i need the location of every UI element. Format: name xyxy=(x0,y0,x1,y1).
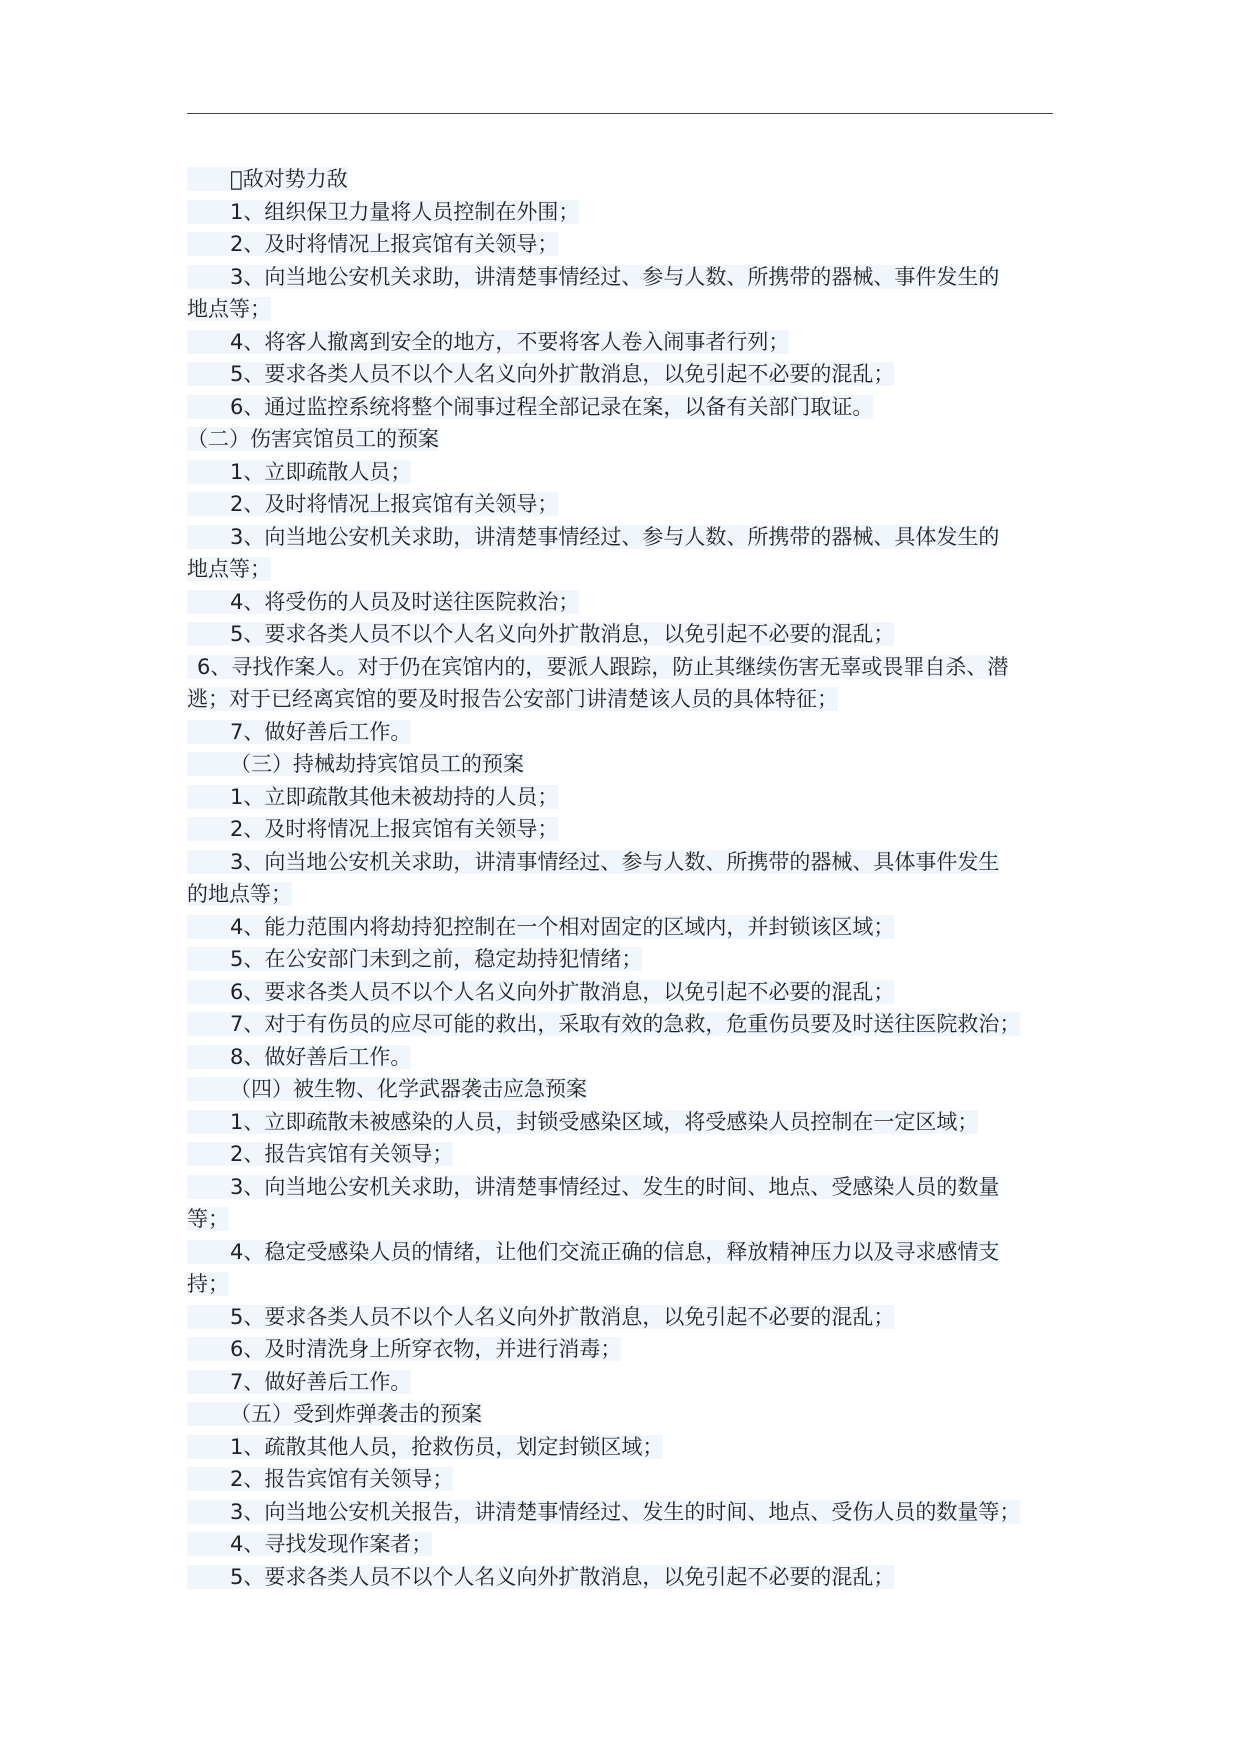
document-line xyxy=(187,716,1053,749)
document-line-text: 2、及时将情况上报宾馆有关领导； xyxy=(187,232,558,256)
document-line-text: 6、通过监控系统将整个闹事过程全部记录在案，以备有关部门取证。 xyxy=(187,395,873,419)
document-line xyxy=(187,1398,1053,1431)
document-line xyxy=(187,1138,1053,1171)
header-rule xyxy=(187,113,1053,114)
document-line xyxy=(187,1431,1053,1464)
document-line-text: 4、稳定受感染人员的情绪，让他们交流正确的信息，释放精神压力以及寻求感情支 xyxy=(187,1240,999,1264)
document-line-text: 5、要求各类人员不以个人名义向外扩散消息，以免引起不必要的混乱； xyxy=(187,1305,894,1329)
document-line-text: 3、向当地公安机关求助，讲清事情经过、参与人数、所携带的器械、具体事件发生 xyxy=(187,850,999,874)
document-line xyxy=(187,423,1053,456)
document-line-text: 6、及时清洗身上所穿衣物，并进行消毒； xyxy=(187,1337,621,1361)
document-line-text: （五）受到炸弹袭击的预案 xyxy=(187,1402,482,1426)
document-line-text: 3、向当地公安机关求助，讲清楚事情经过、参与人数、所携带的器械、事件发生的 xyxy=(187,265,999,289)
document-line xyxy=(187,1268,1053,1301)
document-line xyxy=(187,651,1053,684)
document-line xyxy=(187,488,1053,521)
document-line xyxy=(187,1301,1053,1334)
document-line-text: 地点等； xyxy=(187,557,271,581)
document-line xyxy=(187,943,1053,976)
document-line-text: 2、报告宾馆有关领导； xyxy=(187,1142,453,1166)
document-line-text: 7、做好善后工作。 xyxy=(187,1370,411,1394)
document-line-text: 6、要求各类人员不以个人名义向外扩散消息，以免引起不必要的混乱； xyxy=(187,980,894,1004)
document-line xyxy=(187,586,1053,619)
document-line xyxy=(187,1366,1053,1399)
document-line xyxy=(187,976,1053,1009)
document-line-text: 1、组织保卫力量将人员控制在外围； xyxy=(187,200,579,224)
document-line-text: 1、立即疏散人员； xyxy=(187,460,411,484)
document-line-text: 逃；对于已经离宾馆的要及时报告公安部门讲清楚该人员的具体特征； xyxy=(187,687,838,711)
document-line xyxy=(187,1171,1053,1204)
document-line xyxy=(187,813,1053,846)
document-line xyxy=(187,228,1053,261)
document-line-text: 1、疏散其他人员，抢救伤员，划定封锁区域； xyxy=(187,1435,663,1459)
document-line-text: 8、做好善后工作。 xyxy=(187,1045,411,1069)
document-line xyxy=(187,456,1053,489)
document-line-text: 2、报告宾馆有关领导； xyxy=(187,1467,453,1491)
document-line-text: 3、向当地公安机关求助，讲清楚事情经过、参与人数、所携带的器械、具体发生的 xyxy=(187,525,999,549)
document-line-text: 7、做好善后工作。 xyxy=(187,720,411,744)
document-line-text: 1、立即疏散其他未被劫持的人员； xyxy=(187,785,558,809)
document-line xyxy=(187,521,1053,554)
document-line-text: 3、向当地公安机关求助，讲清楚事情经过、发生的时间、地点、受感染人员的数量 xyxy=(187,1175,999,1199)
document-line xyxy=(187,1008,1053,1041)
document-line xyxy=(187,878,1053,911)
document-line-text: 5、要求各类人员不以个人名义向外扩散消息，以免引起不必要的混乱； xyxy=(187,362,894,386)
document-line xyxy=(187,683,1053,716)
document-line-text: （二）伤害宾馆员工的预案 xyxy=(187,427,439,451)
document-line xyxy=(187,1041,1053,1074)
document-line-text: 地点等； xyxy=(187,297,271,321)
document-line-text: 5、要求各类人员不以个人名义向外扩散消息，以免引起不必要的混乱； xyxy=(187,1565,894,1589)
document-line xyxy=(187,748,1053,781)
document-line xyxy=(187,391,1053,424)
document-line-text: 4、将客人撤离到安全的地方，不要将客人卷入闹事者行列； xyxy=(187,330,789,354)
document-line xyxy=(187,1333,1053,1366)
document-line-text: 等； xyxy=(187,1207,229,1231)
document-line xyxy=(187,1528,1053,1561)
document-line xyxy=(187,1463,1053,1496)
document-line-text: （四）被生物、化学武器袭击应急预案 xyxy=(187,1077,587,1101)
document-line-text: 6、寻找作案人。对于仍在宾馆内的，要派人跟踪，防止其继续伤害无辜或畏罪自杀、潜 xyxy=(187,655,1008,679)
document-line xyxy=(187,326,1053,359)
document-line-text:  敌对势力敌 xyxy=(187,167,348,191)
document-line-text: 7、对于有伤员的应尽可能的救出，采取有效的急救，危重伤员要及时送往医院救治； xyxy=(187,1012,1020,1036)
document-line-text: 持； xyxy=(187,1272,229,1296)
document-line xyxy=(187,553,1053,586)
document-line-text: 1、立即疏散未被感染的人员，封锁受感染区域，将受感染人员控制在一定区域； xyxy=(187,1110,978,1134)
document-line-text: 5、在公安部门未到之前，稳定劫持犯情绪； xyxy=(187,947,642,971)
document-line-text: 4、能力范围内将劫持犯控制在一个相对固定的区域内，并封锁该区域； xyxy=(187,915,894,939)
document-line xyxy=(187,1106,1053,1139)
document-line-text: 4、将受伤的人员及时送往医院救治； xyxy=(187,590,579,614)
document-line xyxy=(187,846,1053,879)
document-line xyxy=(187,911,1053,944)
document-line-text: （三）持械劫持宾馆员工的预案 xyxy=(187,752,524,776)
document-line xyxy=(187,1496,1053,1529)
document-line xyxy=(187,1073,1053,1106)
document-line xyxy=(187,781,1053,814)
document-line xyxy=(187,358,1053,391)
document-line xyxy=(187,261,1053,294)
document-line-text: 5、要求各类人员不以个人名义向外扩散消息，以免引起不必要的混乱； xyxy=(187,622,894,646)
document-line xyxy=(187,163,1053,196)
document-line xyxy=(187,1203,1053,1236)
document-line-text: 2、及时将情况上报宾馆有关领导； xyxy=(187,817,558,841)
document-body xyxy=(187,163,1053,1593)
document-line xyxy=(187,196,1053,229)
document-line-text: 2、及时将情况上报宾馆有关领导； xyxy=(187,492,558,516)
document-line xyxy=(187,293,1053,326)
document-line-text: 的地点等； xyxy=(187,882,292,906)
document-line xyxy=(187,1561,1053,1594)
document-line xyxy=(187,618,1053,651)
document-line xyxy=(187,1236,1053,1269)
document-line-text: 4、寻找发现作案者； xyxy=(187,1532,432,1556)
document-line-text: 3、向当地公安机关报告，讲清楚事情经过、发生的时间、地点、受伤人员的数量等； xyxy=(187,1500,1020,1524)
